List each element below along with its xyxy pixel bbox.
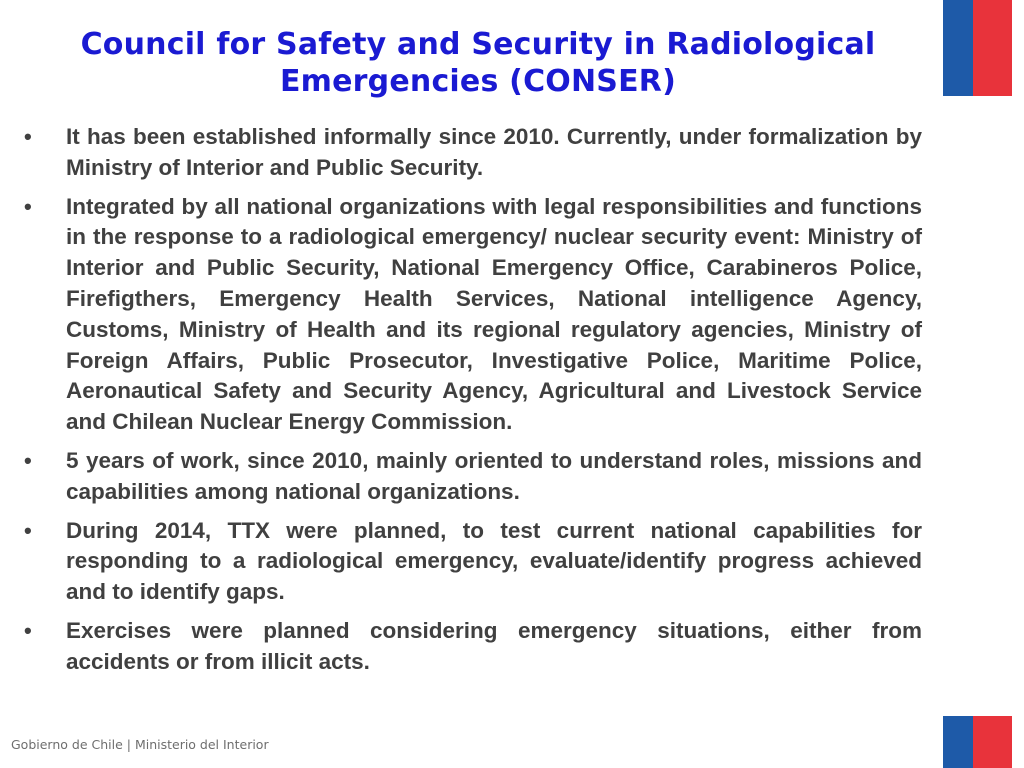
bullet-text: It has been established informally since 2010. Currently, under formalization by Ministry of Interior and Public Security. [66,124,922,180]
slide-title-line-1: Council for Safety and Security in Radiological [80,27,876,62]
bullet-item [24,122,922,184]
bullet-list [24,122,922,686]
bullet-text: During 2014, TTX were planned, to test current national capabilities for responding to a radiological emergency, evaluate/identify progress achieved and to identify gaps. [66,517,922,605]
flag-red-stripe [973,716,1012,768]
slide-title-line-2: Emergencies (CONSER) [279,64,677,99]
bullet-item [24,192,922,438]
flag-blue-stripe [943,0,973,96]
footer-text: Gobierno de Chile | Ministerio del Interior [11,737,269,752]
bullet-text: Exercises were planned considering emergency situations, either from accidents or from illicit acts. [66,617,922,674]
bullet-text: 5 years of work, since 2010, mainly oriented to understand roles, missions and capabilities among national organizations. [66,447,922,504]
flag-logo-top [943,0,1012,96]
bullet-dot-icon: • [24,517,32,543]
bullet-item [24,616,922,678]
bullet-text: Integrated by all national organizations with legal responsibilities and functions in the response to a radiological emergency/ nuclear security event: Ministry of Interior and Public Security, National Emergency Office, Carabineros Police, Firefigthers, Emergency Health Services, National intelligence Agency, Customs, Ministry of Health and its regional regulatory agencies, Ministry of Foreign Affairs, Public Prosecutor, Investigative Police, Maritime Police, Aeronautical Safety and Security Agency, Agricultural and Livestock Service and Chilean Nuclear Energy Commission. [66,193,922,435]
bullet-dot-icon: • [24,193,32,219]
flag-logo-bottom [943,716,1012,768]
slide-title [20,26,936,100]
flag-blue-stripe [943,716,973,768]
bullet-dot-icon: • [24,617,32,643]
bullet-dot-icon: • [24,447,32,473]
flag-red-stripe [973,0,1012,96]
bullet-item [24,446,922,508]
bullet-dot-icon: • [24,124,32,149]
bullet-item [24,516,922,608]
